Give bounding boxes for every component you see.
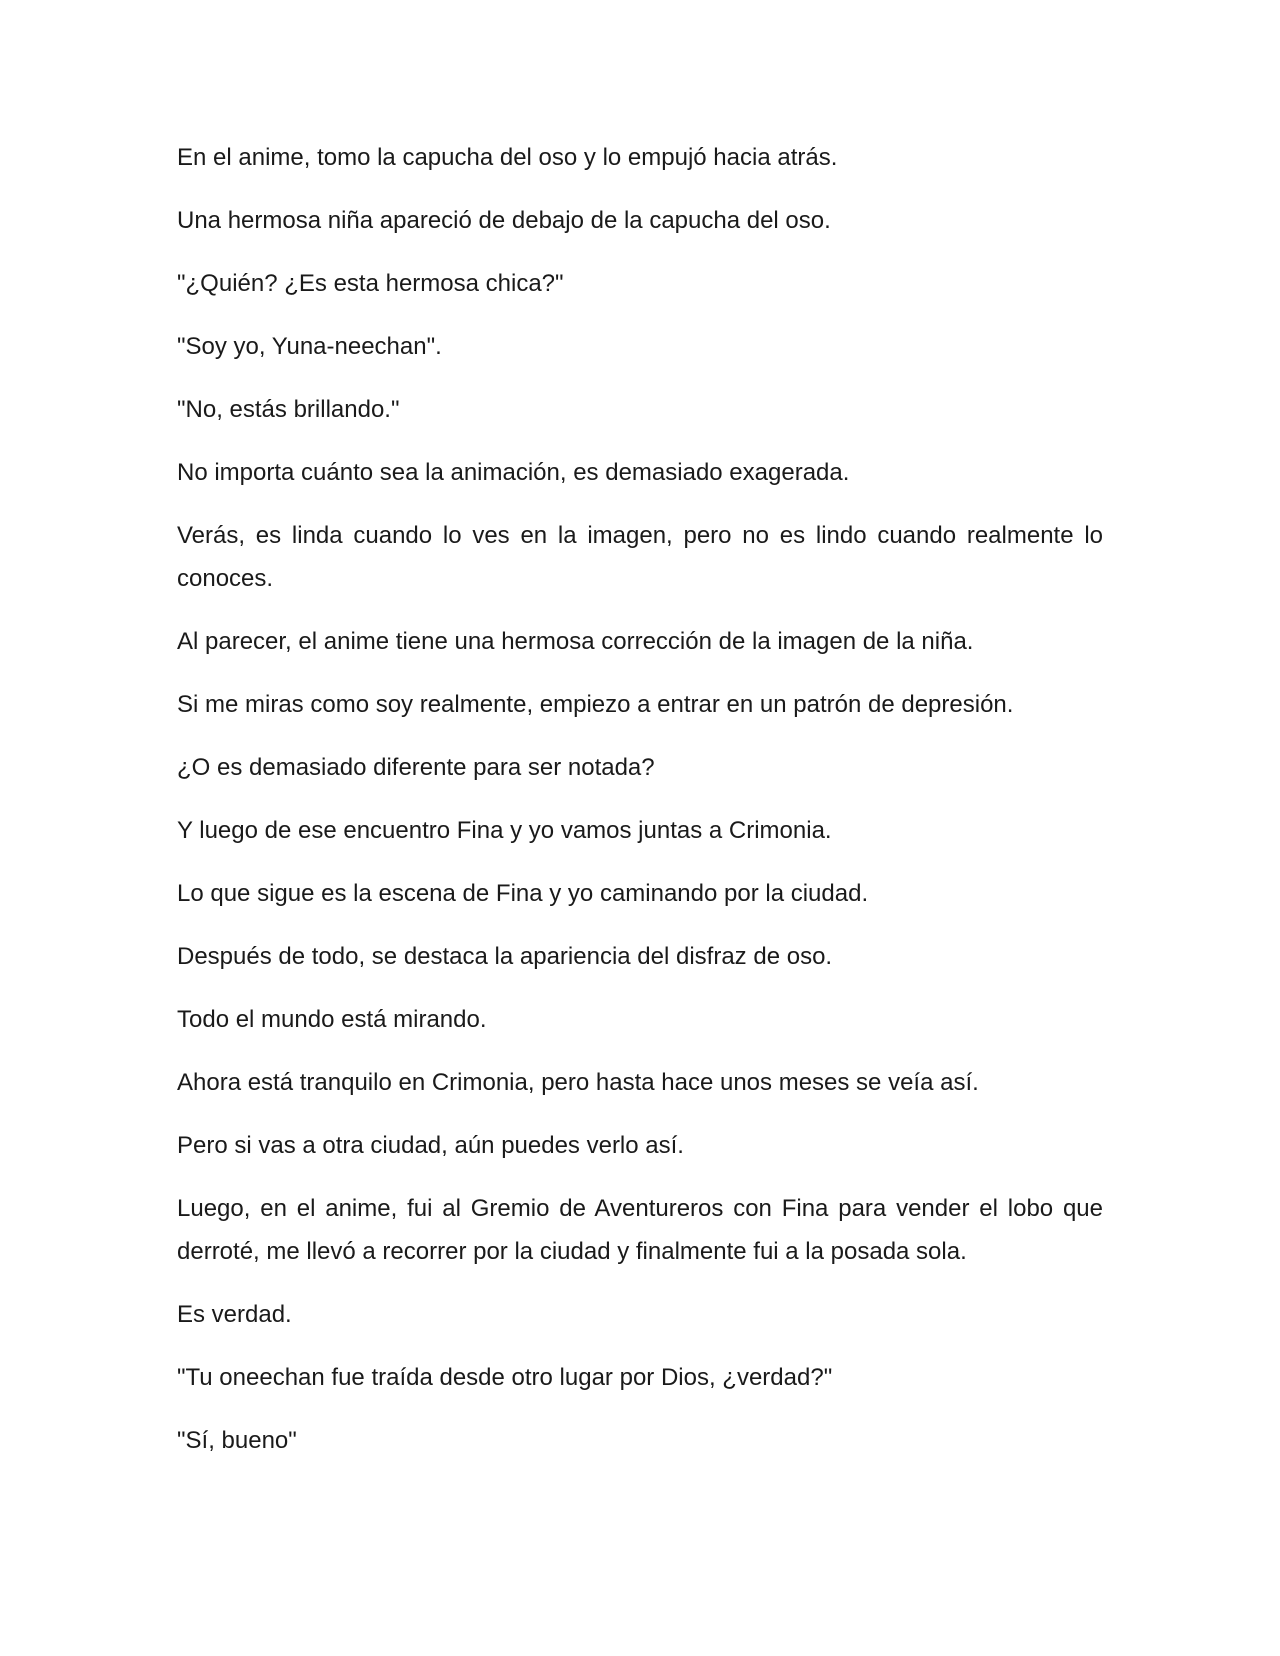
paragraph: "Tu oneechan fue traída desde otro lugar por Dios, ¿verdad?" bbox=[177, 1364, 833, 1391]
paragraph: "No, estás brillando." bbox=[177, 396, 400, 423]
paragraph: Una hermosa niña apareció de debajo de la capucha del oso. bbox=[177, 207, 831, 234]
paragraph: Verás, es linda cuando lo ves en la imagen, pero no es lindo cuando realmente lo conoces. bbox=[177, 522, 1103, 592]
paragraph: Y luego de ese encuentro Fina y yo vamos juntas a Crimonia. bbox=[177, 817, 832, 844]
paragraph: Después de todo, se destaca la apariencia del disfraz de oso. bbox=[177, 943, 833, 970]
paragraph: En el anime, tomo la capucha del oso y lo empujó hacia atrás. bbox=[177, 144, 838, 171]
paragraph: ¿O es demasiado diferente para ser notada? bbox=[177, 754, 655, 781]
page-body bbox=[177, 136, 1103, 1482]
paragraph: Ahora está tranquilo en Crimonia, pero hasta hace unos meses se veía así. bbox=[177, 1069, 979, 1096]
paragraph: "¿Quién? ¿Es esta hermosa chica?" bbox=[177, 270, 564, 297]
paragraph: Lo que sigue es la escena de Fina y yo caminando por la ciudad. bbox=[177, 880, 869, 907]
paragraph: No importa cuánto sea la animación, es demasiado exagerada. bbox=[177, 459, 850, 486]
paragraph: Todo el mundo está mirando. bbox=[177, 1006, 487, 1033]
paragraph: "Sí, bueno" bbox=[177, 1427, 297, 1454]
paragraph: Al parecer, el anime tiene una hermosa corrección de la imagen de la niña. bbox=[177, 628, 974, 655]
paragraph: Pero si vas a otra ciudad, aún puedes verlo así. bbox=[177, 1132, 684, 1159]
paragraph: Luego, en el anime, fui al Gremio de Aventureros con Fina para vender el lobo que derroté, me llevó a recorrer por la ciudad y finalmente fui a la posada sola. bbox=[177, 1195, 1103, 1265]
paragraph: Si me miras como soy realmente, empiezo a entrar en un patrón de depresión. bbox=[177, 691, 1014, 718]
paragraph: Es verdad. bbox=[177, 1301, 292, 1328]
paragraph: "Soy yo, Yuna-neechan". bbox=[177, 333, 442, 360]
